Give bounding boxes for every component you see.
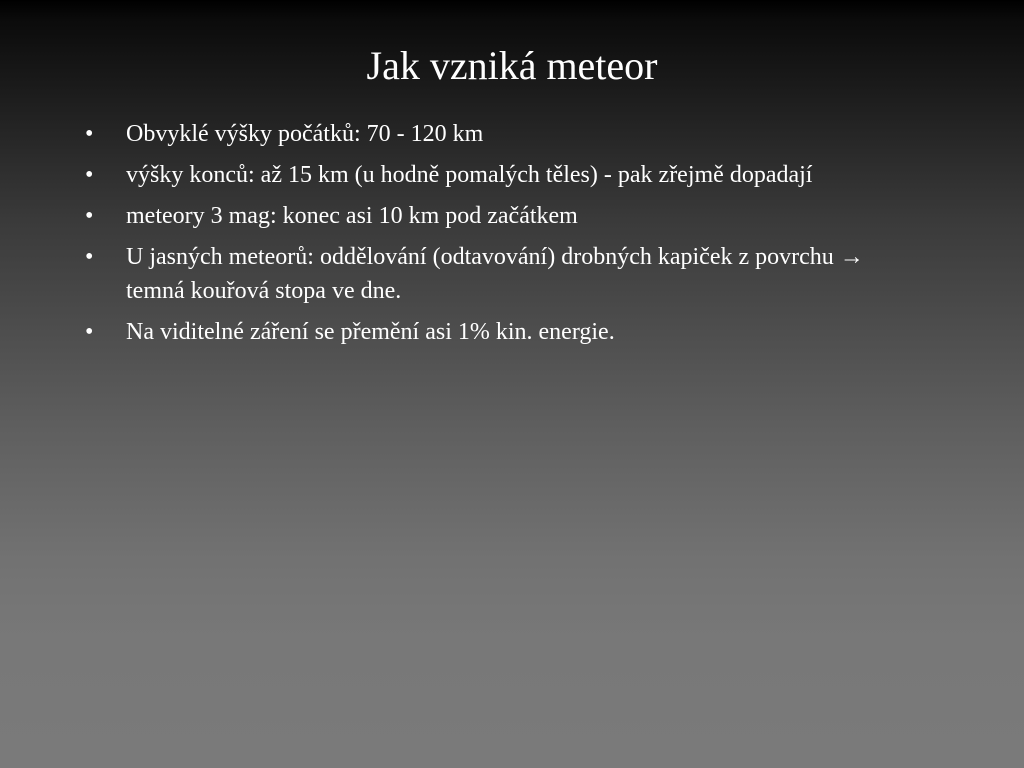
slide-title: Jak vzniká meteor — [366, 43, 658, 88]
bullet-point-icon: • — [85, 162, 94, 188]
bullet-item-1 — [85, 117, 885, 151]
bullet-text: U jasných meteorů: oddělování (odtavování) drobných kapiček z povrchu → temná kouřová stopa ve dne. — [126, 244, 864, 304]
bullet-point-icon: • — [85, 121, 94, 147]
bullet-item-4 — [85, 240, 885, 308]
bullet-list — [85, 117, 885, 356]
bullet-text: meteory 3 mag: konec asi 10 km pod začátkem — [126, 203, 578, 229]
bullet-text: Obvyklé výšky počátků: 70 - 120 km — [126, 121, 484, 147]
bullet-point-icon: • — [85, 244, 94, 270]
bullet-point-icon: • — [85, 319, 94, 345]
bullet-item-5 — [85, 315, 885, 349]
bullet-text: Na viditelné záření se přemění asi 1% kin. energie. — [126, 319, 615, 345]
bullet-point-icon: • — [85, 203, 94, 229]
bullet-item-2 — [85, 158, 885, 192]
bullet-item-3 — [85, 199, 885, 233]
bullet-text: výšky konců: až 15 km (u hodně pomalých těles) - pak zřejmě dopadají — [126, 162, 813, 188]
